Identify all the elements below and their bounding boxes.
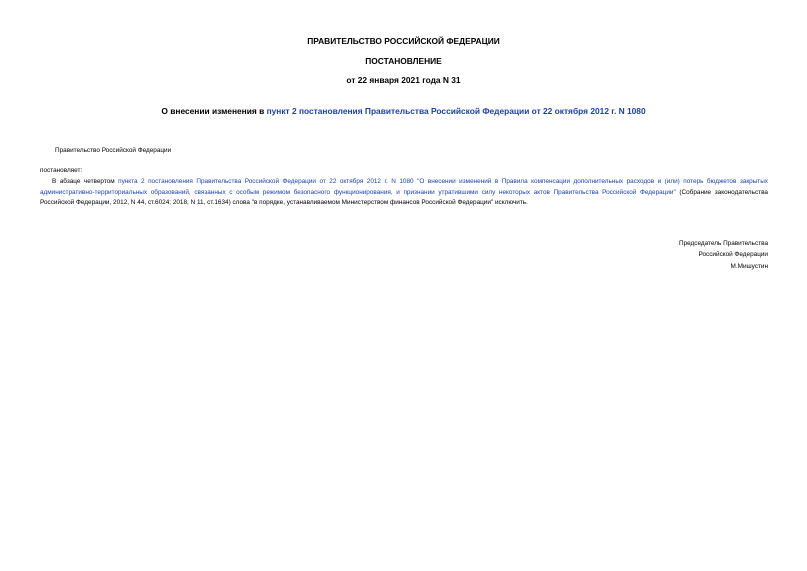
document-title-link[interactable]: пункт 2 постановления Правительства Российской Федерации от 22 октября 2012 г. N 1080 — [266, 106, 646, 116]
paragraph-reference-link[interactable]: пункта 2 постановления Правительства Российской Федерации от 22 октября 2012 г. N 1080 "О внесении изменений в Правила компенсации дополнительных расходов и (или) потерь бюджетов закрытых административно-территориальных образований, связанных с особым режимом безопасного функционирования, и признании утратившими силу некоторых актов Правительства Российской Федерации" — [40, 178, 769, 196]
document-date-number: от 22 января 2021 года N 31 — [346, 75, 461, 85]
intro-text: Правительство Российской Федерации — [55, 147, 172, 154]
paragraph-suffix: (Собрание законодательства Российской Федерации, 2012, N 44, ст.6024; 2018, N 11, ст.1634) слова "в порядке, устанавливаемом Министерством финансов Российской Федерации" исключить. — [40, 188, 768, 207]
document-title-prefix: О внесении изменения в — [161, 106, 267, 116]
signatory-name: М.Мишустин — [730, 262, 768, 270]
amendment-paragraph — [40, 177, 768, 209]
issuing-authority: ПРАВИТЕЛЬСТВО РОССИЙСКОЙ ФЕДЕРАЦИИ — [307, 36, 500, 46]
document-type: ПОСТАНОВЛЕНИЕ — [365, 56, 442, 66]
document-title — [0, 106, 807, 116]
signatory-authority: Российской Федерации — [698, 251, 768, 259]
paragraph-prefix: В абзаце четвертом — [52, 178, 119, 185]
signature-block — [679, 238, 768, 272]
decree-word: постановляет: — [40, 167, 83, 174]
signatory-position: Председатель Правительства — [679, 240, 768, 247]
